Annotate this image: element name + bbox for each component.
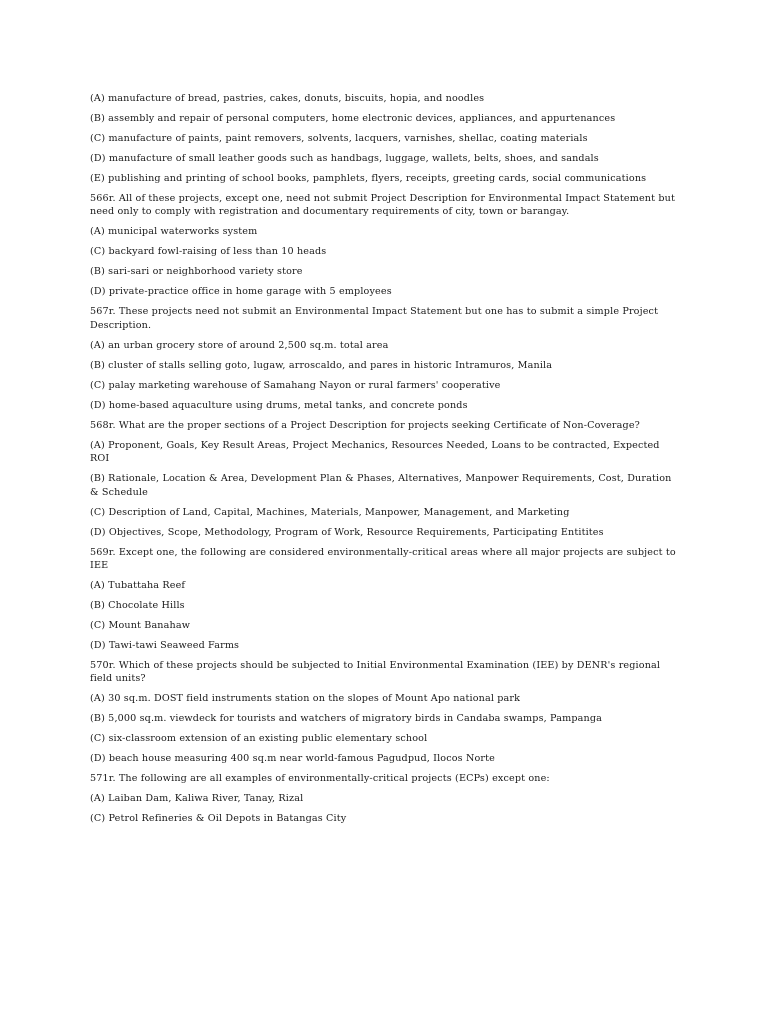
choice-568-a: (A) Proponent, Goals, Key Result Areas, Project Mechanics, Resources Needed, Loans to be contracted, Expected ROI: [90, 439, 660, 465]
choice-569-d: (D) Tawi-tawi Seaweed Farms: [90, 640, 240, 652]
choice-567-b: (B) cluster of stalls selling goto, lugaw, arroscaldo, and pares in historic Intramuros, Manila: [90, 359, 553, 371]
question-569: 569r. Except one, the following are considered environmentally-critical areas where all major projects are subject to IEE: [90, 546, 676, 572]
choice-b-prev: (B) assembly and repair of personal computers, home electronic devices, appliances, and appurtenances: [90, 113, 616, 124]
choice-566-a-prev: (A) manufacture of bread, pastries, cakes, donuts, biscuits, hopia, and noodles: [90, 93, 485, 104]
choice-568-b: (B) Rationale, Location & Area, Development Plan & Phases, Alternatives, Manpower Requirements, Cost, Duration & Schedule: [90, 473, 672, 498]
choice-567-d: (D) home-based aquaculture using drums, metal tanks, and concrete ponds: [90, 399, 468, 411]
question-566: 566r. All of these projects, except one, need not submit Project Description for Environmental Impact Statement but need only to comply with registration and documentary requirements of city, town or barangay.: [90, 193, 675, 218]
choice-566-c: (C) backyard fowl-raising of less than 10 heads: [90, 246, 327, 258]
choice-566-b: (B) sari-sari or neighborhood variety store: [90, 266, 303, 278]
choice-570-b: (B) 5,000 sq.m. viewdeck for tourists and watchers of migratory birds in Candaba swamps, Pampanga: [90, 713, 602, 725]
choice-569-b: (B) Chocolate Hills: [90, 600, 185, 612]
choice-e-prev: (E) publishing and printing of school books, pamphlets, flyers, receipts, greeting cards, social communications: [90, 173, 647, 184]
choice-569-a: (A) Tubattaha Reef: [90, 580, 186, 592]
question-567: 567r. These projects need not submit an Environmental Impact Statement but one has to submit a simple Project Description.: [90, 306, 659, 331]
question-570: 570r. Which of these projects should be subjected to Initial Environmental Examination (IEE) by DENR's regional field units?: [90, 660, 661, 685]
choice-567-a: (A) an urban grocery store of around 2,500 sq.m. total area: [90, 339, 389, 351]
choice-571-a: (A) Laiban Dam, Kaliwa River, Tanay, Rizal: [90, 793, 304, 805]
choice-568-d: (D) Objectives, Scope, Methodology, Program of Work, Resource Requirements, Participating Entitites: [90, 526, 604, 538]
choice-570-c: (C) six-classroom extension of an existing public elementary school: [90, 733, 428, 745]
choice-d-prev: (D) manufacture of small leather goods such as handbags, luggage, wallets, belts, shoes, and sandals: [90, 153, 599, 164]
choice-567-c: (C) palay marketing warehouse of Samahang Nayon or rural farmers' cooperative: [90, 379, 501, 391]
question-568: 568r. What are the proper sections of a Project Description for projects seeking Certificate of Non-Coverage?: [90, 419, 640, 431]
choice-566-d: (D) private-practice office in home garage with 5 employees: [90, 286, 392, 298]
choice-568-c: (C) Description of Land, Capital, Machines, Materials, Manpower, Management, and Marketing: [90, 506, 570, 518]
question-571: 571r. The following are all examples of environmentally-critical projects (ECPs) except one:: [90, 773, 550, 785]
choice-569-c: (C) Mount Banahaw: [90, 620, 191, 632]
choice-c-prev: (C) manufacture of paints, paint removers, solvents, lacquers, varnishes, shellac, coating materials: [90, 133, 588, 144]
choice-570-d: (D) beach house measuring 400 sq.m near world-famous Pagudpud, Ilocos Norte: [90, 753, 495, 765]
document-page: [90, 92, 680, 832]
choice-566-a: (A) municipal waterworks system: [90, 226, 258, 238]
choice-570-a: (A) 30 sq.m. DOST field instruments station on the slopes of Mount Apo national park: [90, 693, 521, 705]
choice-571-c: (C) Petrol Refineries & Oil Depots in Batangas City: [90, 813, 347, 825]
